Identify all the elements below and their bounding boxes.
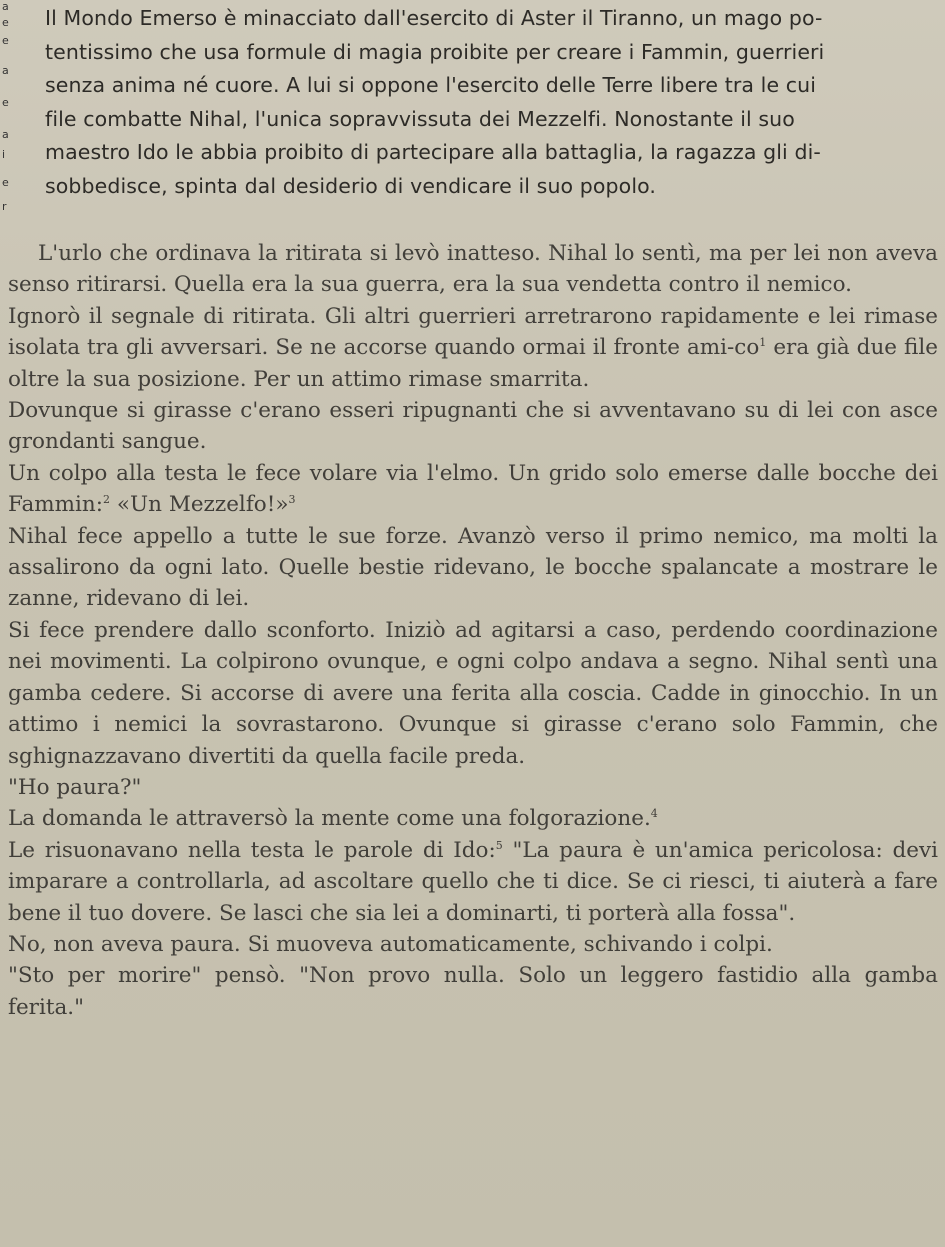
intro-line: file combatte Nihal, l'unica sopravvissuta dei Mezzelfi. Nonostante il suo <box>45 106 795 131</box>
intro-line: sobbedisce, spinta dal desiderio di vendicare il suo popolo. <box>45 173 657 198</box>
paragraph-text: Ignorò il segnale di ritirata. Gli altri guerrieri arretrarono rapidamente e lei rimase isolata tra gli avversari. Se ne accorse quando ormai il fronte ami- <box>8 303 938 361</box>
margin-mark: a <box>2 128 9 141</box>
footnote-ref: 5 <box>495 838 503 852</box>
paragraph: "Sto per morire" pensò. "Non provo nulla. Solo un leggero fastidio alla gamba ferita." <box>8 963 938 1020</box>
paragraph: No, non aveva paura. Si muoveva automaticamente, schivando i colpi. <box>8 931 773 957</box>
paragraph: L'urlo che ordinava la ritirata si levò inatteso. Nihal lo sentì, ma per lei non aveva senso ritirarsi. Quella era la sua guerra, era la sua vendetta contro il nemico. <box>8 241 938 298</box>
paragraph <box>8 458 938 521</box>
paragraph-word: co <box>734 335 760 361</box>
margin-mark: e <box>2 96 9 109</box>
footnote-ref: 4 <box>650 807 658 821</box>
paragraph: Nihal fece appello a tutte le sue forze. Avanzò verso il primo nemico, ma molti la assalirono da ogni lato. Quelle bestie ridevano, le bocche spalancate a mostrare le zanne, ridevano di lei. <box>8 523 938 612</box>
paragraph-text: Un colpo alla testa le fece volare via l'elmo. Un grido solo emerse dalle bocche dei Fammin: <box>8 460 938 518</box>
intro-summary <box>45 2 905 203</box>
story-text <box>8 238 938 1023</box>
paragraph <box>8 301 938 395</box>
margin-mark: r <box>2 200 7 213</box>
paragraph: Si fece prendere dallo sconforto. Iniziò ad agitarsi a caso, perdendo coordinazione nei movimenti. La colpirono ovunque, e ogni colpo andava a segno. Nihal sentì una gamba cedere. Si accorse di avere una ferita alla coscia. Cadde in ginocchio. In un attimo i nemici la sovrastarono. Ovunque si girasse c'erano solo Fammin, che sghignazzavano divertiti da quella facile preda. <box>8 617 938 769</box>
paragraph-text: «Un Mezzelfo!» <box>110 492 289 518</box>
paragraph-text: Le risuonavano nella testa le parole di Ido: <box>8 837 496 863</box>
paragraph-text: era già due file oltre la sua posizione. Per un attimo rimase smarrita. <box>8 335 938 392</box>
paragraph-text: "La paura è un'amica pericolosa: devi imparare a controllarla, ad ascoltare quello che ti dice. Se ci riesci, ti aiuterà a fare bene il tuo dovere. Se lasci che sia lei a dominarti, ti porterà alla fossa". <box>8 837 938 926</box>
margin-mark: e <box>2 16 9 29</box>
footnote-ref: 3 <box>288 493 296 507</box>
margin-mark: e <box>2 176 9 189</box>
intro-line: tentissimo che usa formule di magia proibite per creare i Fammin, guerrieri <box>45 39 825 64</box>
margin-mark: a <box>2 64 9 77</box>
paragraph: "Ho paura?" <box>8 774 142 800</box>
footnote-ref: 2 <box>103 493 111 507</box>
footnote-ref: 1 <box>759 336 767 350</box>
intro-line: senza anima né cuore. A lui si oppone l'esercito delle Terre libere tra le cui <box>45 73 817 97</box>
margin-mark: e <box>2 34 9 47</box>
paragraph <box>8 803 938 834</box>
margin-marks <box>0 0 14 260</box>
paragraph-text: La domanda le attraversò la mente come una folgorazione. <box>8 806 651 832</box>
paragraph <box>8 835 938 929</box>
paragraph: Dovunque si girasse c'erano esseri ripugnanti che si avventavano su di lei con asce grondanti sangue. <box>8 398 938 455</box>
intro-line: Il Mondo Emerso è minacciato dall'esercito di Aster il Tiranno, un mago po- <box>45 6 823 30</box>
intro-line: maestro Ido le abbia proibito di partecipare alla battaglia, la ragazza gli di- <box>45 140 821 164</box>
margin-mark: i <box>2 148 6 161</box>
margin-mark: a <box>2 0 9 13</box>
